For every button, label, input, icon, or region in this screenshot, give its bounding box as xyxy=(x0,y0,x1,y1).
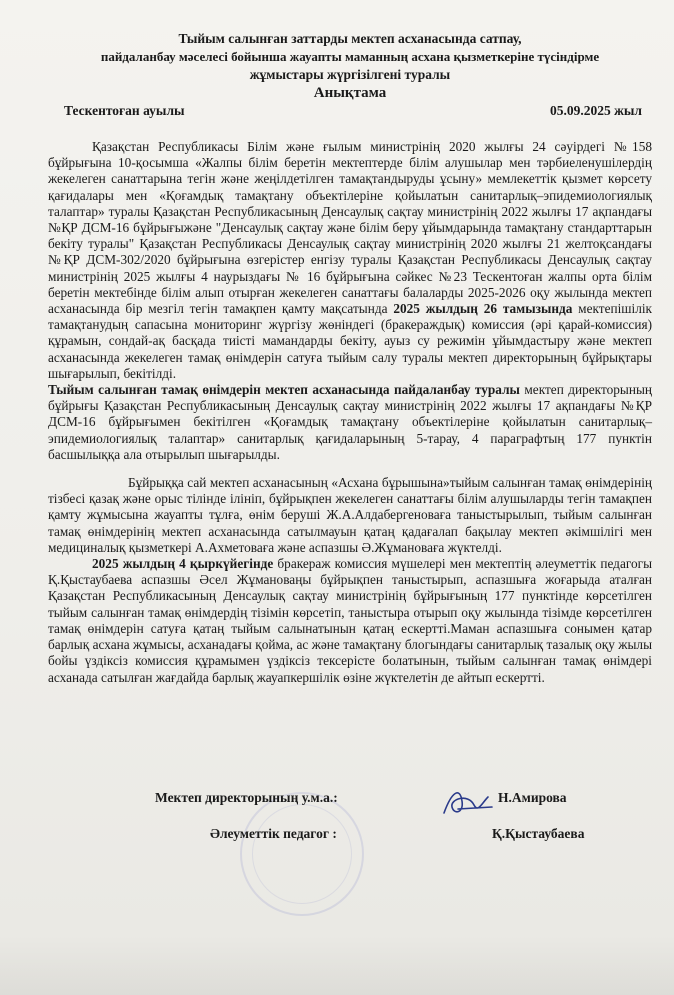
paragraph-2 xyxy=(48,382,652,463)
pedagog-role: Әлеуметтік педагог : xyxy=(210,826,337,841)
pedagog-signature-row xyxy=(0,826,674,850)
paragraph-4-bold-date: 2025 жылдың 4 қыркүйегінде xyxy=(92,556,274,572)
document-title-line-2: пайдаланбау мәселесі бойынша жауапты маманның асхана қызметкеріне түсіндірме xyxy=(100,49,600,64)
director-signature-row xyxy=(0,790,674,814)
paragraph-1 xyxy=(48,139,652,382)
pedagog-name: Қ.Қыстаубаева xyxy=(492,826,585,841)
paragraph-2-bold-lead: Тыйым салынған тамақ өнімдерін мектеп асханасында пайдаланбау туралы xyxy=(48,382,520,398)
paragraph-2-text: мектеп директорының бұйрығы Қазақстан Республикасының Денсаулық сақтау министрінің 2022 жылғы 17 ақпандағы №ҚР ДСМ-16 бұйрығымен бекітілген «Қоғамдық тамақтану объектілеріне қойылатын санитарлық–эпидемиологиялық талаптар» санитарлық қағидаларының 5-тарау, 4 параграфтың 177 пунктін басшылыққа ала отырылып шығарылды. xyxy=(48,382,653,462)
director-role: Мектеп директорының у.м.а.: xyxy=(155,790,338,805)
place-date-row xyxy=(48,102,652,119)
place-label: Тескентоған ауылы xyxy=(64,103,185,118)
page-shadow xyxy=(0,935,674,995)
paragraph-1-text-b: мектепішілік тамақтанудың сапасына мониторинг жүргізу жөніндегі (бракераждық) комиссия (әрі қарай-комиссия) құрамын, сондай-ақ басқада тиісті мамандарды бекіту, ауыз су режимін ұйымдастыру және мектеп асханасында жекелеген тамақ өнімдерін сатуға тыйым салу туралы мектеп директорының бұйрықтары шығарылып, бекітілді. xyxy=(48,301,653,381)
document-title-line-1: Тыйым салынған заттарды мектеп асханасында сатпау, xyxy=(178,31,522,46)
paragraph-4-text: бракераж комиссия мүшелері мен мектептің әлеуметтік педагогы Қ.Қыстаубаева аспазшы Әсел Жұмановаңы бұйрықпен таныстырып, аспазшыға жоғарыда аталған Қазақстан Республикасының Денсаулық сақтау министрінің бұйрығының 177 пунктінде көрсетілген тыйым салынған тамақ өнімдердің тізімін көрсетіп, таныстыра отырып оқу жылында тізімде көрсетілген тамақ өнімдерін сатуға қатаң тыйым салынатынын қатаң ескертті.Маман аспазшыға сонымен қатар барлық асхана жұмысы, асханадағы қойма, ас және тамақтану блогындағы санитарлық тазалық оқу жылы бойы үздіксіз комиссия құрамымен үздіксіз тексерісте болатынын, тыйым салынған тамақ өнімдері асханада сатылған жағдайда барлық жауапкершілік өзіне жүктелетін де айтып ескертті. xyxy=(48,556,653,685)
paragraph-4 xyxy=(48,556,652,686)
director-name: Н.Амирова xyxy=(498,790,567,805)
paragraph-1-bold-date: 2025 жылдың 26 тамызында xyxy=(393,301,573,317)
paragraph-3-text: Бұйрыққа сай мектеп асханасының «Асхана бұрышына»тыйым салынған тамақ өнімдерінің тізбесі қазақ және орыс тілінде ілініп, бұйрықпен жекелеген санаттағы білім алушыларды тегін тамақпен қамту жұмысына жауапты тұлға, өнім беруші Ж.А.Алдабергеноваға таныстырылып, тыйым салынған тамақ өнімдерінің мектеп асханасында сатылмауын қатаң қадағалап бақылау мектеп әкімшілігі мен медициналық қызметкері А.Ахметоваға және аспазшы Ә.Жұмановаға жүктелді. xyxy=(48,475,652,555)
date-label: 05.09.2025 жыл xyxy=(549,103,642,118)
document-title-line-3: жұмыстары жүргізілгені туралы xyxy=(249,67,451,82)
paragraph-3 xyxy=(48,475,652,556)
document-body xyxy=(48,139,652,686)
document-subtitle: Анықтама xyxy=(313,85,387,101)
paragraph-1-text-a: Қазақстан Республикасы Білім және ғылым министрінің 2020 жылғы 24 сәуірдегі №158 бұйрығына 10-қосымша «Жалпы білім беретін мектептерде білім алушылар мен тәрбиеленушілердің жекелеген санаттарына тегін және жеңілдетілген тамақтандыруды ұсыну» мемлекеттік қызмет көрсету қағидалары мен «Қоғамдық тамақтану объектілеріне қойылатын санитарлық–эпидемиологиялық талаптар» туралы Қазақстан Республикасының Денсаулық сақтау министрінің 2022 жылғы 17 ақпандағы №ҚР ДСМ-16 бұйрығыжәне "Денсаулық сақтау және білім беру ұйымдарында тамақтану стандарттарын бекіту туралы" Қазақстан Республикасы Денсаулық сақтау министрінің 2020 жылғы 21 желтоқсандағы №ҚР ДСМ-302/2020 бұйрығына өзгерістер енгізу туралы Қазақстан Республикасы Денсаулық сақтау министрінің 2025 жылғы 4 наурыздағы № 16 бұйрығына сәйкес №23 Тескентоған жалпы орта білім беретін мектебінде білім алып отырған жекелеген санаттағы балаларды 2025-2026 оқу жылында мектеп асханасында бір мезгіл тегін тамақпен қамту мақсатында xyxy=(48,139,652,317)
signature-block xyxy=(0,790,674,850)
